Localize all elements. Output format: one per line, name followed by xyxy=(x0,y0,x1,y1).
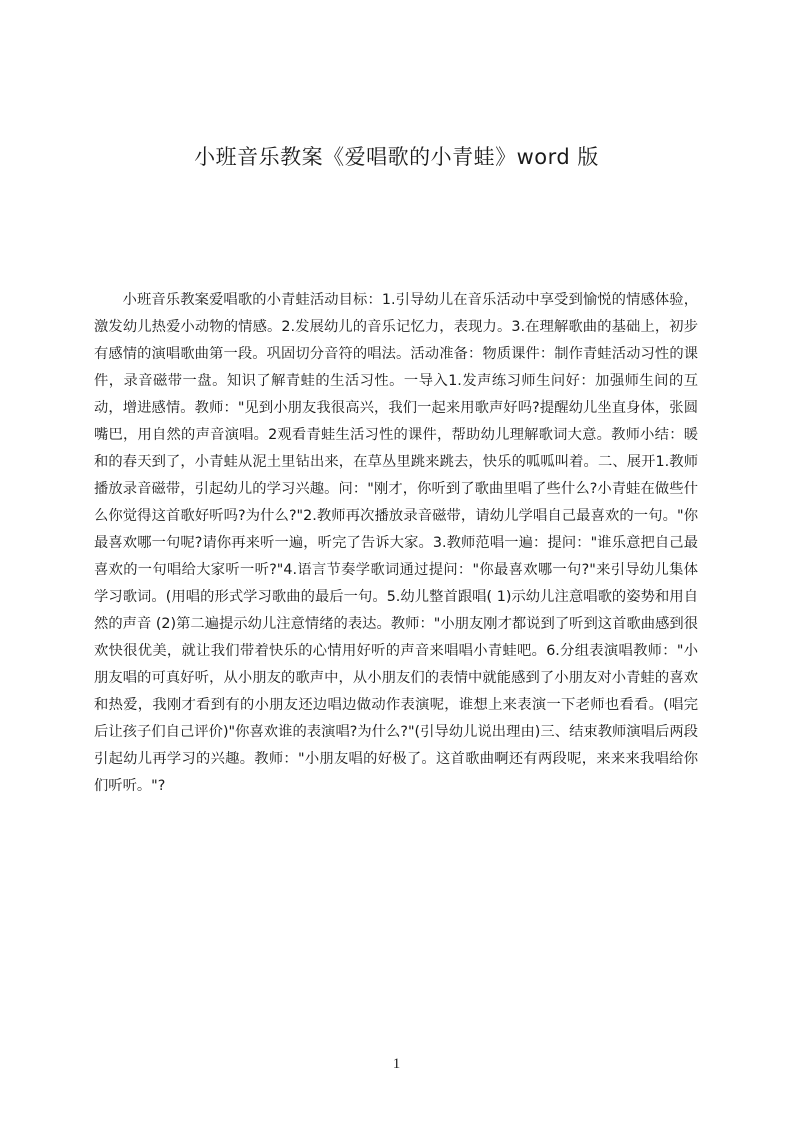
document-body-paragraph: 小班音乐教案爱唱歌的小青蛙活动目标：1.引导幼儿在音乐活动中享受到愉悦的情感体验，激发幼儿热爱小动物的情感。2.发展幼儿的音乐记忆力，表现力。3.在理解歌曲的基础上，初步有感情的演唱歌曲第一段。巩固切分音符的唱法。活动准备：物质课件：制作青蛙活动习性的课件，录音磁带一盘。知识了解青蛙的生活习性。一导入1.发声练习师生问好：加强师生间的互动，增进感情。教师："见到小朋友我很高兴，我们一起来用歌声好吗?提醒幼儿坐直身体，张圆嘴巴，用自然的声音演唱。2观看青蛙生活习性的课件，帮助幼儿理解歌词大意。教师小结：暖和的春天到了，小青蛙从泥土里钻出来，在草丛里跳来跳去，快乐的呱呱叫着。二、展开1.教师播放录音磁带，引起幼儿的学习兴趣。问："刚才，你听到了歌曲里唱了些什么?小青蛙在做些什么你觉得这首歌好听吗?为什么?"2.教师再次播放录音磁带，请幼儿学唱自己最喜欢的一句。"你最喜欢哪一句呢?请你再来听一遍，听完了告诉大家。3.教师范唱一遍：提问："谁乐意把自己最喜欢的一句唱给大家听一听?"4.语言节奏学歌词通过提问："你最喜欢哪一句?"来引导幼儿集体学习歌词。(用唱的形式学习歌曲的最后一句。5.幼儿整首跟唱( 1)示幼儿注意唱歌的姿势和用自然的声音 (2)第二遍提示幼儿注意情绪的表达。教师："小朋友刚才都说到了听到这首歌曲感到很欢快很优美，就让我们带着快乐的心情用好听的声音来唱唱小青蛙吧。6.分组表演唱教师："小朋友唱的可真好听，从小朋友的歌声中，从小朋友们的表情中就能感到了小朋友对小青蛙的喜欢和热爱，我刚才看到有的小朋友还边唱边做动作表演呢，谁想上来表演一下老师也看看。(唱完后让孩子们自己评价)"你喜欢谁的表演唱?为什么?"(引导幼儿说出理由)三、结束教师演唱后两段引起幼儿再学习的兴趣。教师："小朋友唱的好极了。这首歌曲啊还有两段呢，来来来我唱给你们听听。"? xyxy=(94,292,698,794)
document-title: 小班音乐教案《爱唱歌的小青蛙》word 版 xyxy=(194,145,599,169)
page-number: 1 xyxy=(392,1056,401,1072)
